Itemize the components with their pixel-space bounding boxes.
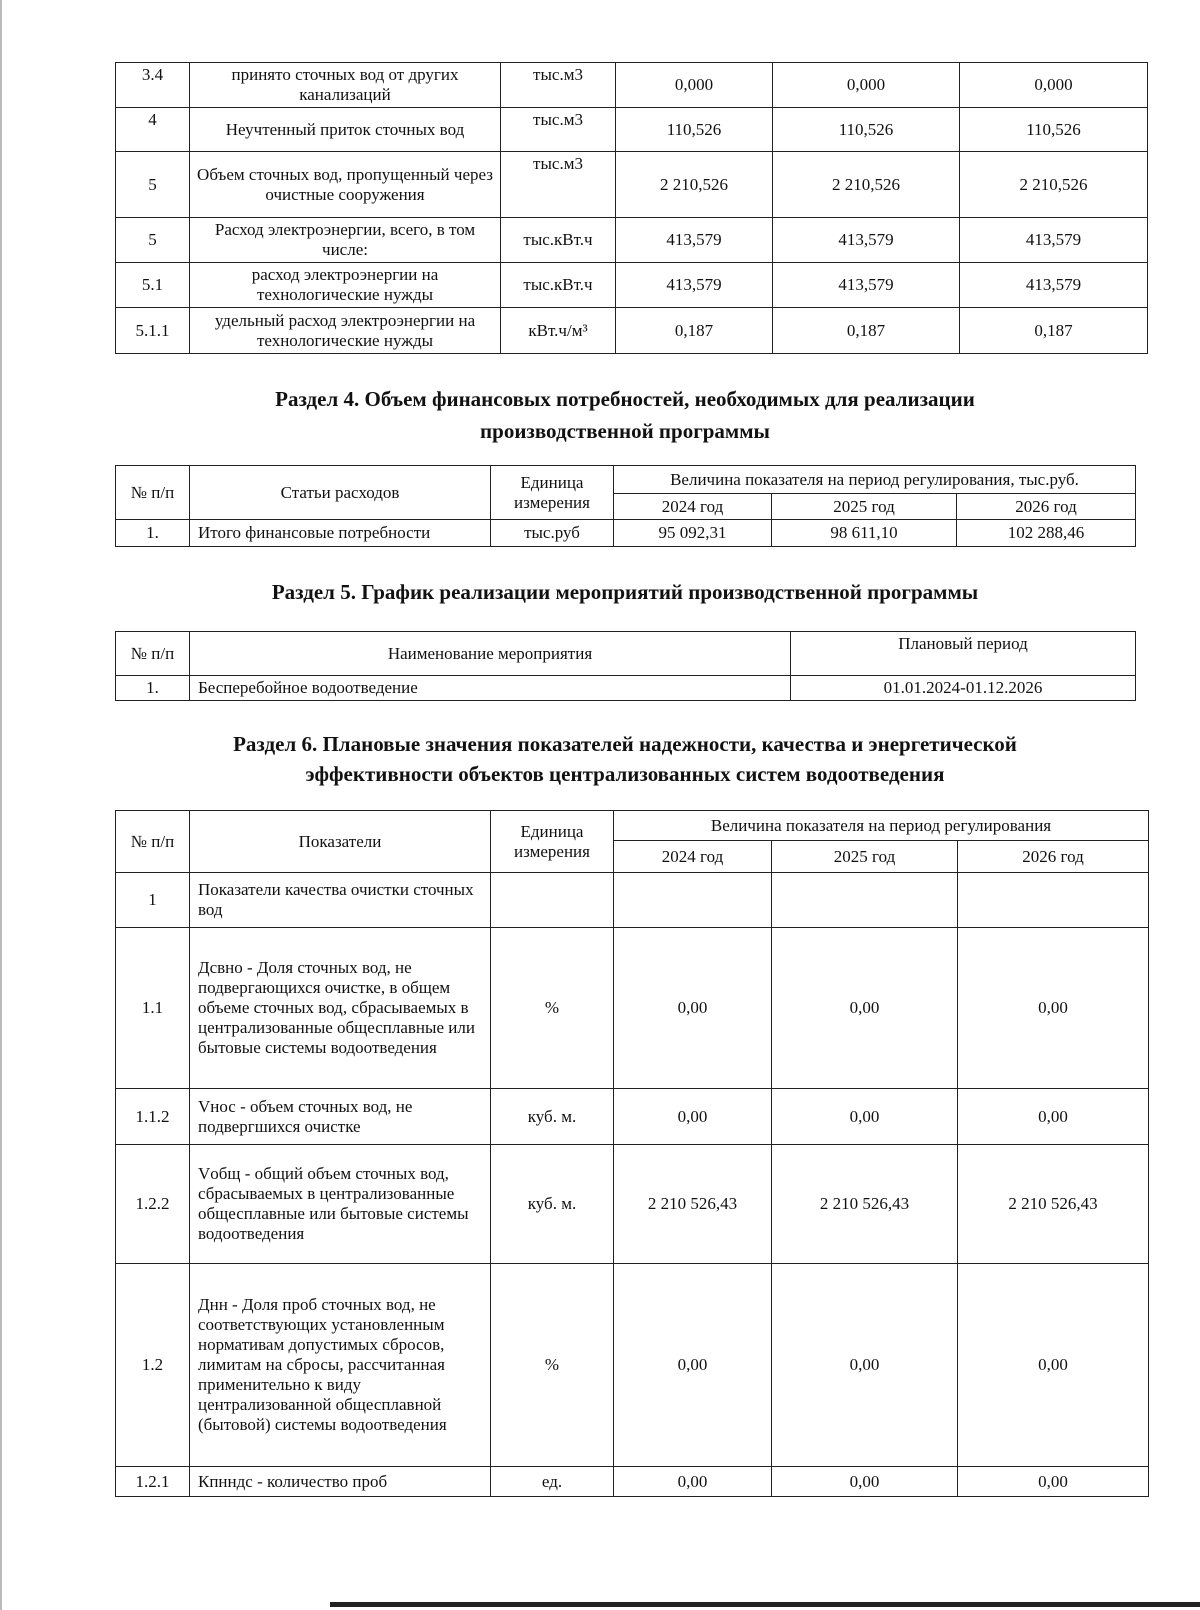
table-financial-needs xyxy=(115,465,1136,547)
table-row xyxy=(116,63,1148,108)
row-unit: куб. м. xyxy=(491,1145,614,1264)
row-indicator: Днн - Доля проб сточных вод, не соответствующих установленным нормативам допустимых сбросов, лимитам на сбросы, рассчитанная применительно к виду централизованной общесплавной (бытовой) системы водоотведения xyxy=(190,1264,491,1467)
section4-title-line2: производственной программы xyxy=(480,419,770,443)
row-number: 1.2.2 xyxy=(116,1145,190,1264)
row-unit: тыс.м3 xyxy=(501,63,616,108)
row-number: 1 xyxy=(116,873,190,928)
value-2026: 2 210 526,43 xyxy=(958,1145,1149,1264)
table-wastewater-balance xyxy=(115,62,1148,354)
row-unit: тыс.м3 xyxy=(501,152,616,218)
value-2025: 2 210 526,43 xyxy=(772,1145,958,1264)
row-number: 5.1.1 xyxy=(116,308,190,354)
scan-bottom-edge xyxy=(330,1602,1200,1607)
table-row xyxy=(116,218,1148,263)
value-2025: 0,00 xyxy=(772,1467,958,1497)
value-2024 xyxy=(614,873,772,928)
value-2025: 0,187 xyxy=(773,308,960,354)
value-2026: 2 210,526 xyxy=(960,152,1148,218)
row-number: 1.2 xyxy=(116,1264,190,1467)
value-2024: 0,00 xyxy=(614,928,772,1089)
value-2026: 0,00 xyxy=(958,928,1149,1089)
header-unit: Единица измерения xyxy=(491,811,614,873)
value-2026: 413,579 xyxy=(960,263,1148,308)
row-item: Итого финансовые потребности xyxy=(190,520,491,547)
row-name: принято сточных вод от других канализаций xyxy=(190,63,501,108)
table-row xyxy=(116,308,1148,354)
row-name: Неучтенный приток сточных вод xyxy=(190,108,501,152)
value-2024: 413,579 xyxy=(616,218,773,263)
header-year-2024: 2024 год xyxy=(614,841,772,873)
header-year-2026: 2026 год xyxy=(957,494,1136,520)
row-unit xyxy=(491,873,614,928)
header-activity: Наименование мероприятия xyxy=(190,632,791,676)
section6-title-line1: Раздел 6. Плановые значения показателей надежности, качества и энергетической xyxy=(233,732,1017,756)
row-number: 4 xyxy=(116,108,190,152)
header-year-2026: 2026 год xyxy=(958,841,1149,873)
row-indicator: Vнос - объем сточных вод, не подвергшихся очистке xyxy=(190,1089,491,1145)
header-period: Величина показателя на период регулирования, тыс.руб. xyxy=(614,466,1136,494)
row-unit: куб. м. xyxy=(491,1089,614,1145)
header-number: № п/п xyxy=(116,632,190,676)
table-row xyxy=(116,108,1148,152)
table-header-row xyxy=(116,632,1136,676)
value-2026: 110,526 xyxy=(960,108,1148,152)
value-2025: 413,579 xyxy=(773,263,960,308)
row-name: удельный расход электроэнергии на технологические нужды xyxy=(190,308,501,354)
row-number: 1.2.1 xyxy=(116,1467,190,1497)
row-unit: тыс.руб xyxy=(491,520,614,547)
table-header-row xyxy=(116,466,1136,494)
row-unit: % xyxy=(491,1264,614,1467)
table-row xyxy=(116,676,1136,701)
header-unit: Единица измерения xyxy=(491,466,614,520)
row-indicator: Кпнндс - количество проб xyxy=(190,1467,491,1497)
row-indicator: Показатели качества очистки сточных вод xyxy=(190,873,491,928)
value-2026: 0,00 xyxy=(958,1089,1149,1145)
table-row xyxy=(116,1264,1149,1467)
value-2025: 413,579 xyxy=(773,218,960,263)
section5-title: Раздел 5. График реализации мероприятий производственной программы xyxy=(271,580,979,604)
value-2025: 110,526 xyxy=(773,108,960,152)
row-unit: тыс.м3 xyxy=(501,108,616,152)
table-row xyxy=(116,1145,1149,1264)
table-row xyxy=(116,873,1149,928)
scan-edge xyxy=(0,0,2,1610)
row-number: 1.1.2 xyxy=(116,1089,190,1145)
row-number: 3.4 xyxy=(116,63,190,108)
table-header-row xyxy=(116,811,1149,841)
value-2025: 2 210,526 xyxy=(773,152,960,218)
value-2025 xyxy=(772,873,958,928)
row-indicator: Vобщ - общий объем сточных вод, сбрасываемых в централизованные общесплавные или бытовые системы водоотведения xyxy=(190,1145,491,1264)
value-2026: 102 288,46 xyxy=(957,520,1136,547)
header-number: № п/п xyxy=(116,811,190,873)
table-row xyxy=(116,1089,1149,1145)
row-name: Расход электроэнергии, всего, в том числе: xyxy=(190,218,501,263)
value-2025: 0,000 xyxy=(773,63,960,108)
value-2025: 0,00 xyxy=(772,1089,958,1145)
header-year-2025: 2025 год xyxy=(772,494,957,520)
row-number: 1. xyxy=(116,676,190,701)
value-2026 xyxy=(958,873,1149,928)
header-planned-period: Плановый период xyxy=(791,632,1136,676)
row-name: расход электроэнергии на технологические нужды xyxy=(190,263,501,308)
value-2026: 0,187 xyxy=(960,308,1148,354)
row-number: 5 xyxy=(116,152,190,218)
row-name: Объем сточных вод, пропущенный через очистные сооружения xyxy=(190,152,501,218)
value-2025: 98 611,10 xyxy=(772,520,957,547)
value-2026: 0,00 xyxy=(958,1467,1149,1497)
row-number: 1. xyxy=(116,520,190,547)
table-indicators xyxy=(115,810,1149,1497)
row-activity: Бесперебойное водоотведение xyxy=(190,676,791,701)
row-unit: кВт.ч/м³ xyxy=(501,308,616,354)
row-unit: тыс.кВт.ч xyxy=(501,218,616,263)
header-period: Величина показателя на период регулирования xyxy=(614,811,1149,841)
header-item: Статьи расходов xyxy=(190,466,491,520)
table-row xyxy=(116,152,1148,218)
row-indicator: Дсвно - Доля сточных вод, не подвергающихся очистке, в общем объеме сточных вод, сбрасываемых в централизованные общесплавные или бытовые системы водоотведения xyxy=(190,928,491,1089)
row-unit: ед. xyxy=(491,1467,614,1497)
value-2026: 0,00 xyxy=(958,1264,1149,1467)
table-row xyxy=(116,520,1136,547)
value-2024: 413,579 xyxy=(616,263,773,308)
value-2025: 0,00 xyxy=(772,928,958,1089)
row-unit: тыс.кВт.ч xyxy=(501,263,616,308)
header-year-2025: 2025 год xyxy=(772,841,958,873)
value-2024: 0,187 xyxy=(616,308,773,354)
value-2024: 2 210 526,43 xyxy=(614,1145,772,1264)
row-number: 1.1 xyxy=(116,928,190,1089)
row-unit: % xyxy=(491,928,614,1089)
section4-title-line1: Раздел 4. Объем финансовых потребностей, необходимых для реализации xyxy=(275,387,975,411)
table-row xyxy=(116,928,1149,1089)
header-year-2024: 2024 год xyxy=(614,494,772,520)
value-2024: 110,526 xyxy=(616,108,773,152)
row-number: 5.1 xyxy=(116,263,190,308)
row-planned-period: 01.01.2024-01.12.2026 xyxy=(791,676,1136,701)
value-2024: 0,000 xyxy=(616,63,773,108)
header-indicators: Показатели xyxy=(190,811,491,873)
value-2026: 0,000 xyxy=(960,63,1148,108)
table-row xyxy=(116,263,1148,308)
header-number: № п/п xyxy=(116,466,190,520)
value-2024: 95 092,31 xyxy=(614,520,772,547)
value-2024: 0,00 xyxy=(614,1467,772,1497)
value-2026: 413,579 xyxy=(960,218,1148,263)
section6-title-line2: эффективности объектов централизованных систем водоотведения xyxy=(305,762,945,786)
table-schedule xyxy=(115,631,1136,701)
value-2024: 0,00 xyxy=(614,1089,772,1145)
row-number: 5 xyxy=(116,218,190,263)
value-2024: 0,00 xyxy=(614,1264,772,1467)
value-2024: 2 210,526 xyxy=(616,152,773,218)
value-2025: 0,00 xyxy=(772,1264,958,1467)
table-row xyxy=(116,1467,1149,1497)
